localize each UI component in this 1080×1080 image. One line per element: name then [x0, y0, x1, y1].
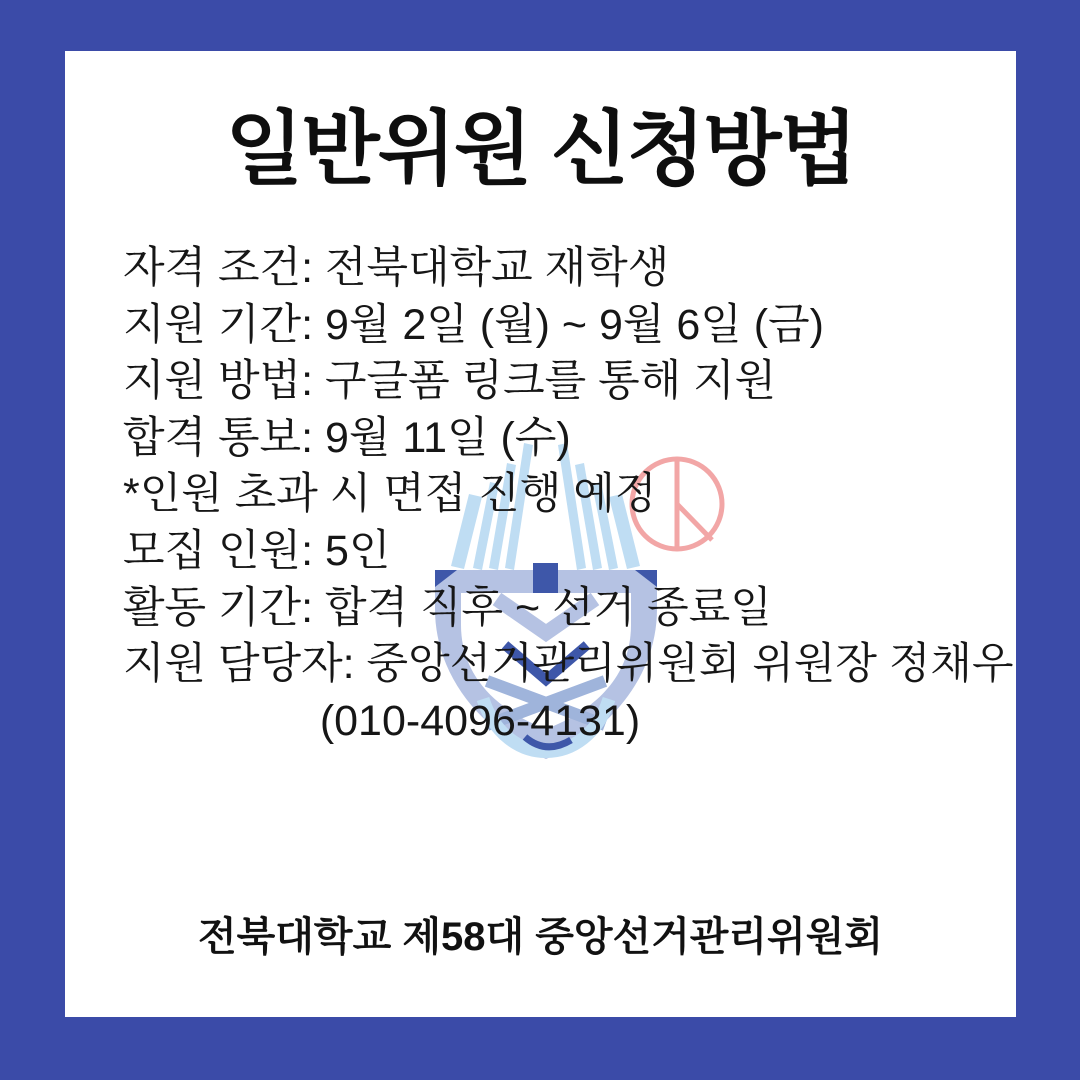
body-line-result-notice: 합격 통보: 9월 11일 (수): [123, 413, 571, 462]
body-line-apply-method: 지원 방법: 구글폼 링크를 통해 지원: [123, 357, 777, 406]
body-line-qualification: 자격 조건: 전북대학교 재학생: [123, 244, 670, 292]
body-line-contact-person: 지원 담당자: 중앙선거관리위원회 위원장 정채우: [123, 640, 1014, 689]
body-text-block: [123, 240, 1014, 749]
poster-title: 일반위원 신청방법: [225, 105, 856, 195]
body-line-apply-period: 지원 기간: 9월 2일 (월) ~ 9월 6일 (금): [123, 300, 824, 349]
body-line-headcount: 모집 인원: 5인: [123, 526, 391, 575]
footer-line: 전북대학교 제58대 중앙선거관리위원회: [198, 915, 883, 959]
body-line-interview-note: *인원 초과 시 면접 진행 예정: [123, 470, 657, 519]
body-line-activity-period: 활동 기간: 합격 직후 ~ 선거 종료일: [123, 583, 772, 632]
poster-card: [65, 51, 1016, 1017]
phone-line: (010-4096-4131): [319, 696, 641, 745]
